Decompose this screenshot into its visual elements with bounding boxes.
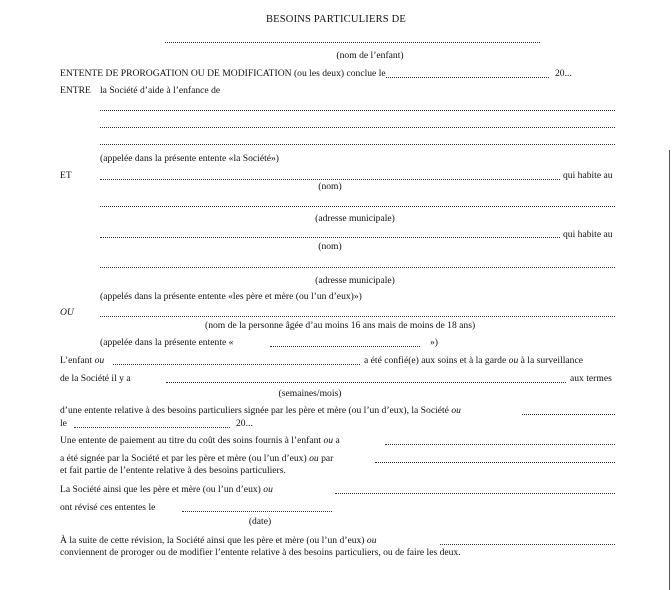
following-line [60,535,377,546]
child-or-2: ou [508,355,519,366]
signed-party-field[interactable] [522,414,615,415]
youth-called-suffix: ») [430,337,438,348]
lives-at-1: qui habite au [563,170,613,181]
society-parents-text: La Société ainsi que les père et mère (ou l’un d’eux) [60,484,261,495]
duration-field[interactable] [166,382,566,383]
agreement-date-field[interactable] [386,77,549,78]
society-intro: la Société d’aide à l’enfance de [100,85,221,96]
agreement-signed-line [60,405,461,416]
name-caption-1: (nom) [318,181,342,192]
child-name-field[interactable] [165,42,540,43]
under-terms: aux termes [570,373,612,384]
society-parents-line [60,484,273,495]
youth-called-prefix: (appelée dans la présente entente « [100,337,234,348]
signed-year: 20... [236,418,253,429]
child-name-field-2[interactable] [113,364,360,365]
parents-caption: (appelés dans la présente entente «les père et mère (ou l’un d’eux)») [100,291,362,302]
society-line-2[interactable] [100,127,615,128]
agreement-year: 20... [555,68,572,79]
signed-by-field[interactable] [375,462,615,463]
child-name-caption: (nom de l’enfant) [336,50,404,61]
payment-text: Une entente de paiement au titre du coût des soins fournis à l’enfant [60,435,322,446]
address-caption-2: (adresse municipale) [315,275,395,286]
parent-1-address-field[interactable] [100,206,615,207]
revision-date-field[interactable] [182,511,332,512]
agree-text: conviennent de proroger ou de modifier l’entente relative à des besoins particuliers, ou de faire les deux. [60,547,461,558]
signed-by-text: a été signée par la Société et par les père et mère (ou l’un d’eux) [60,453,307,464]
following-text: À la suite de cette révision, la Société ainsi que les père et mère (ou l’un d’eux) [60,535,365,546]
youth-caption: (nom de la personne âgée d’au moins 16 ans mais de moins de 18 ans) [205,320,476,331]
signed-by-or: ou [309,453,319,464]
to-supervision: à la surveillance [520,355,583,366]
page-title: BESOINS PARTICULIERS DE [265,14,407,25]
between-label: ENTRE [60,85,91,96]
part-of-text: et fait partie de l’entente relative à des besoins particuliers. [60,465,286,476]
or-label: OU [60,307,74,318]
payment-party-field[interactable] [385,444,615,445]
youth-name-field[interactable] [100,316,615,317]
address-caption-1: (adresse municipale) [315,213,395,224]
and-label: ET [60,170,72,181]
signed-date-field[interactable] [74,427,230,428]
weeks-caption: (semaines/mois) [278,388,342,399]
parent-2-name-field[interactable] [100,237,560,238]
of-society-prefix: de la Société il y a [60,373,131,384]
agreement-middle: (ou les deux) conclue le [293,68,386,79]
parent-1-name-field[interactable] [100,179,560,180]
child-line-start [60,355,104,366]
name-caption-2: (nom) [318,241,342,252]
signed-by-line [60,453,333,464]
society-parents-or: ou [263,484,273,495]
lives-at-2: qui habite au [563,229,613,240]
page-edge-line [669,150,670,590]
child-or-1: ou [94,355,105,366]
parent-2-address-field[interactable] [100,267,615,268]
payment-a: a [335,435,340,446]
signed-or: ou [451,405,461,416]
agreement-label: ENTENTE DE PROROGATION OU DE MODIFICATION [60,68,292,79]
agreement-line [60,68,386,79]
youth-called-field[interactable] [270,346,420,347]
following-or: ou [366,535,377,546]
revised-text: ont révisé ces ententes le [60,502,156,513]
child-label: L’enfant [60,355,93,366]
date-le-label: le [60,418,67,429]
payment-or: ou [323,435,334,446]
revision-party-field[interactable] [335,493,615,494]
date-caption: (date) [248,516,272,527]
par-label: par [321,453,334,464]
entrusted-line [364,355,583,366]
society-caption: (appelée dans la présente entente «la Société») [100,153,279,164]
society-line-3[interactable] [100,144,615,145]
payment-line [60,435,340,446]
society-line-1[interactable] [100,110,615,111]
entrusted-text: a été confié(e) aux soins et à la garde [364,355,507,366]
agreement-signed-text: d’une entente relative à des besoins particuliers signée par les père et mère (ou l’un d’eux), la Société [60,405,449,416]
following-party-field[interactable] [440,544,615,545]
